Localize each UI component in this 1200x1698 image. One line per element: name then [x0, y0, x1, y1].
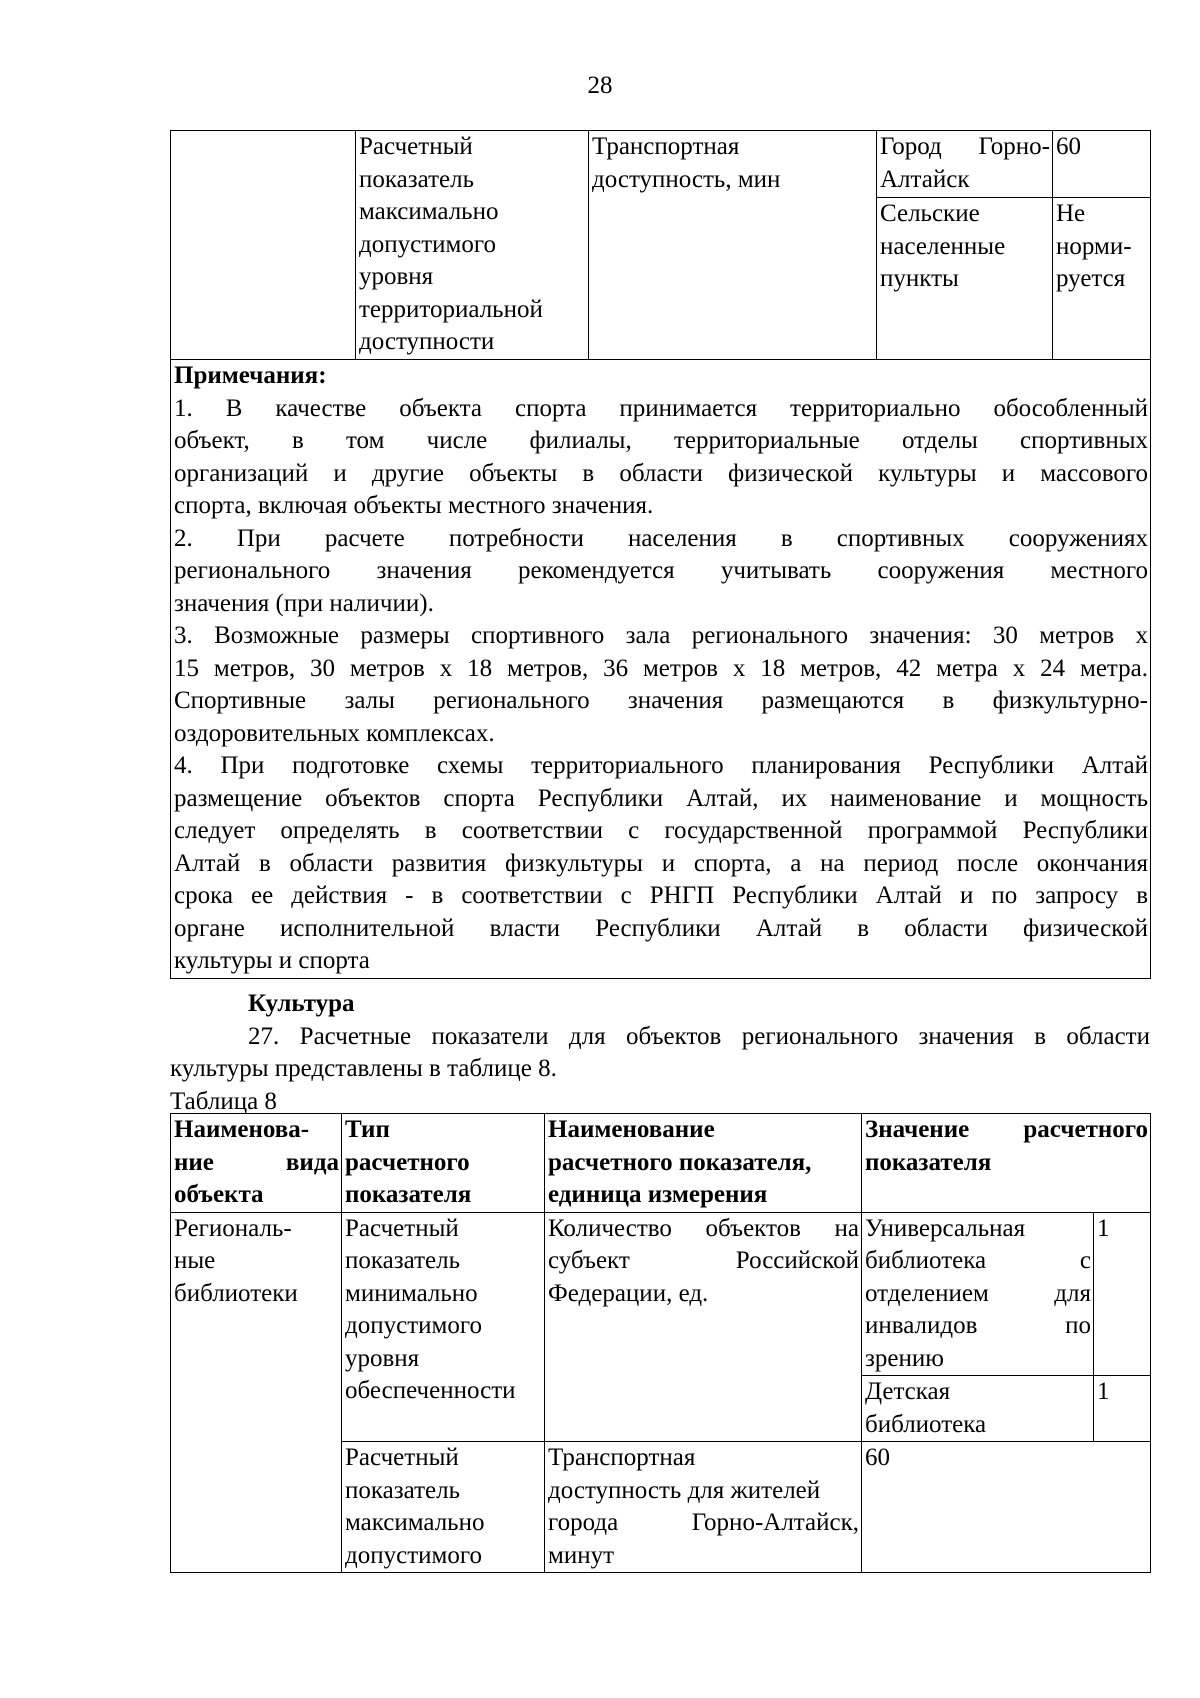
culture-section [170, 988, 1150, 1118]
value-rural-cell: Не норми- руется [1053, 198, 1151, 360]
name-cell: Транспортная доступность для жителей города Горно-Алтайск, минут [545, 1442, 862, 1573]
section-paragraph: 27. Расчетные показатели для объектов регионального значения в области культуры представлены в таблице 8. [170, 1022, 1150, 1082]
type-cell: Расчетный показатель минимально допустимого уровня обеспеченности [342, 1212, 545, 1442]
area-rural-cell: Сельские населенные пункты [877, 198, 1053, 360]
notes-cell [171, 360, 1151, 979]
table-caption: Таблица 8 [170, 1087, 277, 1115]
indicator-type-cell: Расчетный показатель максимально допустимого уровня территориальной доступности [356, 131, 589, 360]
sub-value: 1 [1094, 1212, 1151, 1376]
header-name: Наименование расчетного показателя, единица измерения [545, 1114, 862, 1213]
notes-title: Примечания: [174, 362, 327, 389]
object-type-cell [171, 131, 356, 360]
note-item: 2. При расчете потребности населения в спортивных сооружениях регионального значения рекомендуется учитывать сооружения местного значения (при наличии). [174, 524, 1148, 617]
sub-value-label: Детская библиотека [862, 1376, 1094, 1442]
header-type: Тип расчетного показателя [342, 1114, 545, 1213]
table-header-row [171, 1114, 1151, 1213]
name-cell: Количество объектов на субъект Российской Федерации, ед. [545, 1212, 862, 1442]
value-city-cell: 60 [1053, 131, 1151, 198]
table-8 [170, 1113, 1151, 1573]
header-value: Значение расчетного показателя [862, 1114, 1151, 1213]
section-heading: Культура [248, 990, 355, 1017]
object-cell: Региональ- ные библиотеки [171, 1212, 342, 1573]
area-city-cell: Город Горно- Алтайск [877, 131, 1053, 198]
note-item: 4. При подготовке схемы территориального планирования Республики Алтай размещение объектов спорта Республики Алтай, их наименование и мощность следует определять в соответствии с государственной программой Республики Алтай в области развития физкультуры и спорта, а на период после окончания срока ее действия - в соответствии с РНГП Республики Алтай и по запросу в органе исполнительной власти Республики Алтай в области физической культуры и спорта [174, 752, 1148, 974]
header-object: Наименова- ние вида объекта [171, 1114, 342, 1213]
page-number: 28 [587, 72, 613, 99]
table-row [171, 1212, 1151, 1376]
note-item: 1. В качестве объекта спорта принимается территориально обособленный объект, в том числе филиалы, территориальные отделы спортивных организаций и другие объекты в области физической культуры и массового спорта, включая объекты местного значения. [174, 394, 1148, 519]
sports-table-continuation [170, 130, 1151, 979]
sub-value: 1 [1094, 1376, 1151, 1442]
indicator-name-cell: Транспортная доступность, мин [589, 131, 877, 360]
note-item: 3. Возможные размеры спортивного зала регионального значения: 30 метров х 15 метров, 30 метров х 18 метров, 36 метров х 18 метров, 42 метра х 24 метра. Спортивные залы регионального значения размещаются в физкультурно- оздоровительных комплексах. [174, 622, 1148, 747]
value-cell: 60 [862, 1442, 1151, 1573]
sub-value-label: Универсальная библиотека с отделением для инвалидов по зрению [862, 1212, 1094, 1376]
type-cell: Расчетный показатель максимально допустимого [342, 1442, 545, 1573]
